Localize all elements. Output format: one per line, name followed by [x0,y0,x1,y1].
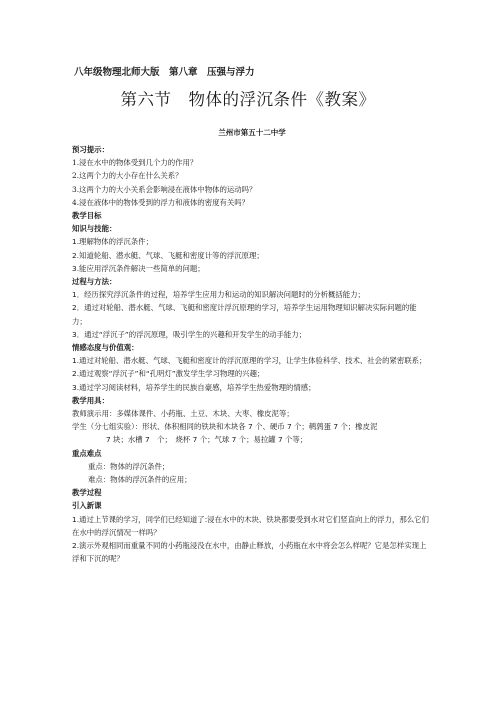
intro-heading: 引入新课 [72,501,102,511]
process-method-item: 2．通过对轮船、潜水艇、气球、飞艇和密度计浮沉原理的学习，培养学生运用物理知识解决实际问题的能力； [72,303,417,326]
lesson-title: 第六节 物体的浮沉条件《教案》 [120,90,376,109]
school-name: 兰州市第五十二中学 [218,128,286,137]
process-method-item: 1．经历探究浮沉条件的过程，培养学生应用力和运动的知识解决问题时的分析概括能力； [72,290,365,300]
keypoint-difficult: 难点：物体的浮沉条件的应用； [88,475,192,485]
tools-heading: 教学用具： [72,395,109,405]
attitude-item: 2.通过观察“浮沉子”和“孔明灯”激发学生学习物理的兴趣； [72,369,265,379]
preview-heading: 预习提示： [72,145,109,154]
attitude-item: 3.通过学习阅读材料，培养学生的民族自豪感，培养学生热爱物理的情感； [72,382,316,392]
preview-item: 4.浸在液体中的物体受到的浮力和液体的密度有关吗？ [72,197,250,207]
preview-item: 2.这两个力的大小存在什么关系？ [72,171,183,181]
goals-heading: 教学目标 [72,211,102,221]
knowledge-item: 1.理解物体的浮沉条件； [72,237,153,247]
teaching-process-heading: 教学过程 [72,488,102,498]
process-method-heading: 过程与方法： [72,277,117,287]
preview-item: 3.这两个力的大小关系会影响浸在液体中物体的运动吗？ [72,184,257,194]
attitude-item: 1.通过对轮船、潜水艇、气球、飞艇和密度计的浮沉原理的学习，让学生体验科学、技术、社会的紧密联系； [72,356,427,366]
keypoints-heading: 重点难点 [72,448,102,458]
knowledge-item: 3.能应用浮沉条件解决一些简单的问题； [72,263,205,273]
document-body [72,143,430,566]
intro-item: 2.演示外观相同而重量不同的小药瓶浸没在水中，由静止释放，小药瓶在水中将会怎么样呢？它是怎样实现上浮和下沉的呢？ [72,541,427,564]
tools-student: 学生（分七组实验）：形状、体积相同的铁块和木块各 7 个、硬币 7 个；鹌鹑蛋 7 个；橡皮泥 [72,422,378,432]
document-header: 八年级物理北师大版 第八章 压强与浮力 [74,67,255,78]
tools-student-continued: 7 块；水槽 7 个； 烧杯 7 个；气球 7 个；易拉罐 7 个等； [106,435,308,445]
tools-teacher: 教师演示用：多媒体课件、小药瓶、土豆、木块、大枣、橡皮泥等； [72,409,294,419]
attitude-heading: 情感态度与价值观： [72,343,139,353]
knowledge-heading: 知识与技能： [72,224,117,234]
keypoint-key: 重点：物体的浮沉条件； [88,461,170,471]
knowledge-item: 2.知道轮船、潜水艇、气球、飞艇和密度计等的浮沉原理； [72,250,264,260]
process-method-item: 3．通过“浮沉子”的浮沉原理，吸引学生的兴趣和开发学生的动手能力； [72,329,307,339]
intro-item: 1.通过上节课的学习，同学们已经知道了:浸在水中的木块、铁块都要受到水对它们竖直向上的浮力，那么它们在水中的浮沉情况一样吗？ [72,514,429,537]
preview-item: 1.浸在水中的物体受到几个力的作用？ [72,158,198,168]
